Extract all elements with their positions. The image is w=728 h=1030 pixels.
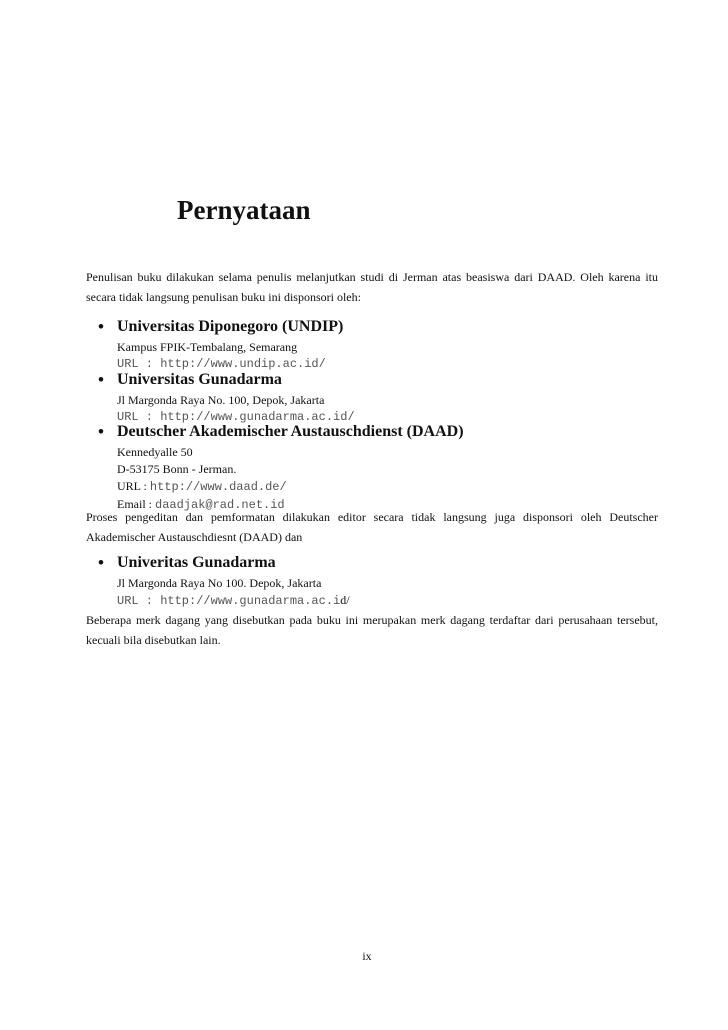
intro-paragraph: Penulisan buku dilakukan selama penulis melanjutkan studi di Jerman atas beasiswa dari DAAD. Oleh karena itu secara tidak langsung penulisan buku ini disponsori oleh: [86, 270, 658, 304]
page-title: Pernyataan [177, 195, 311, 225]
bullet-icon: • [98, 370, 104, 389]
url-label: URL : [117, 479, 150, 493]
editor-sponsor-entry [98, 551, 677, 610]
sponsor-name: Deutscher Akademischer Austauschdienst (DAAD) [117, 423, 464, 440]
sponsor-name: Universitas Gunadarma [117, 371, 282, 388]
sponsor-url: http://www.daad.de/ [149, 480, 287, 494]
sponsor-url: URL : http://www.gunadarma.ac.id/ [117, 410, 355, 424]
email-label: Email : [117, 497, 155, 511]
sponsor-address: Kampus FPIK-Tembalang, Semarang [117, 340, 298, 354]
editor-sponsor-url-line [117, 592, 677, 610]
sponsor-url-line [117, 478, 677, 496]
sponsor-email: daadjak@rad.net.id [155, 498, 285, 512]
bullet-icon: • [98, 422, 104, 441]
editor-sponsor-url-tail: d/ [340, 593, 350, 607]
sponsor-name: Universitas Diponegoro (UNDIP) [117, 318, 344, 335]
trademark-paragraph: Beberapa merk dagang yang disebutkan pada buku ini merupakan merk dagang terdaftar dari perusahaan tersebut, kecuali bila disebutkan lain. [86, 613, 658, 647]
editor-sponsor-url: URL : http://www.gunadarma.ac.i [117, 594, 341, 608]
bullet-icon: • [98, 553, 104, 572]
sponsor-entry-daad [98, 420, 677, 514]
editor-sponsor-name: Univeritas Gunadarma [117, 554, 276, 571]
bullet-icon: • [98, 317, 104, 336]
editor-sponsor-address: Jl Margonda Raya No 100. Depok, Jakarta [117, 576, 322, 590]
sponsor-entry-gunadarma [98, 368, 677, 426]
sponsor-entry-undip [98, 315, 677, 373]
sponsor-url: URL : http://www.undip.ac.id/ [117, 357, 326, 371]
sponsor-address-street: Kennedyalle 50 [117, 445, 193, 459]
page-number: ix [362, 949, 372, 963]
sponsor-address: Jl Margonda Raya No. 100, Depok, Jakarta [117, 393, 325, 407]
sponsor-address-city: D-53175 Bonn - Jerman. [117, 462, 237, 476]
editor-paragraph: Proses pengeditan dan pemformatan dilakukan editor secara tidak langsung juga disponsori oleh Deutscher Akademischer Austauschdiesnt (DAAD) dan [86, 510, 658, 544]
